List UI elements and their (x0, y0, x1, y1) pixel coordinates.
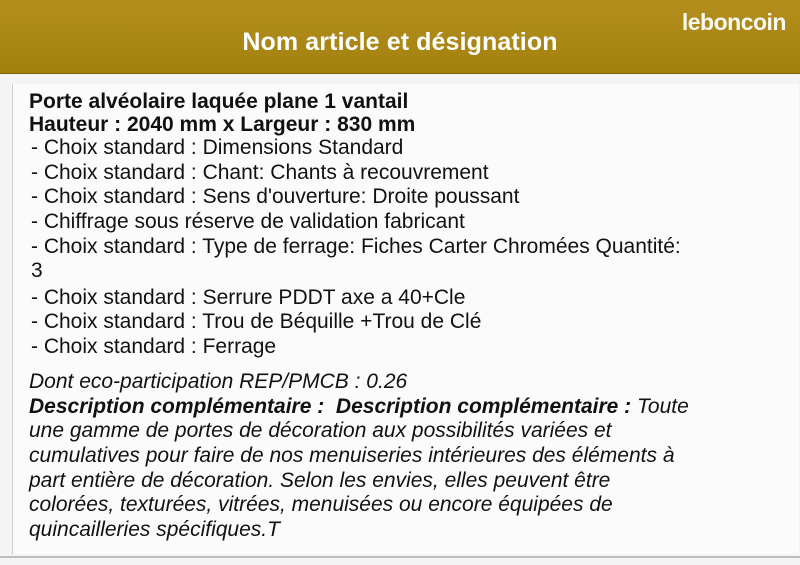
article-dimensions: Hauteur : 2040 mm x Largeur : 830 mm (29, 113, 416, 136)
description-text: part entière de décoration. Selon les envies, elles peuvent être (29, 469, 611, 492)
option-line: - Choix standard : Ferrage (31, 335, 277, 358)
article-name: Porte alvéolaire laquée plane 1 vantail (29, 90, 409, 113)
option-line: - Choix standard : Type de ferrage: Fiches Carter Chromées Quantité: (31, 235, 681, 258)
description-label: Description complémentaire : (29, 395, 325, 418)
description-first-line (29, 395, 689, 419)
option-line: - Choix standard : Sens d'ouverture: Droite poussant (31, 185, 520, 208)
bottom-divider (0, 556, 800, 558)
header-bar (0, 0, 800, 73)
header-title: Nom article et désignation (242, 28, 558, 56)
description-text: quincailleries spécifiques.T (29, 518, 280, 541)
description-text: colorées, texturées, vitrées, menuisées ou encore équipées de (29, 493, 613, 516)
option-line-continuation: 3 (31, 259, 43, 282)
option-line: - Chiffrage sous réserve de validation fabricant (31, 210, 465, 233)
description-text: une gamme de portes de décoration aux possibilités variées et (29, 419, 612, 442)
option-line: - Choix standard : Dimensions Standard (31, 136, 404, 159)
option-line: - Choix standard : Trou de Béquille +Trou de Clé (31, 310, 482, 333)
leboncoin-watermark: leboncoin (681, 9, 786, 35)
description-label: Description complémentaire : (335, 395, 632, 418)
article-description-panel (12, 84, 799, 554)
eco-participation: Dont eco-participation REP/PMCB : 0.26 (29, 370, 408, 393)
description-text: Toute (631, 395, 689, 418)
description-text: cumulatives pour faire de nos menuiseries intérieures des éléments à (29, 444, 675, 467)
option-line: - Choix standard : Serrure PDDT axe a 40+Cle (31, 286, 466, 309)
option-line: - Choix standard : Chant: Chants à recouvrement (31, 161, 489, 184)
